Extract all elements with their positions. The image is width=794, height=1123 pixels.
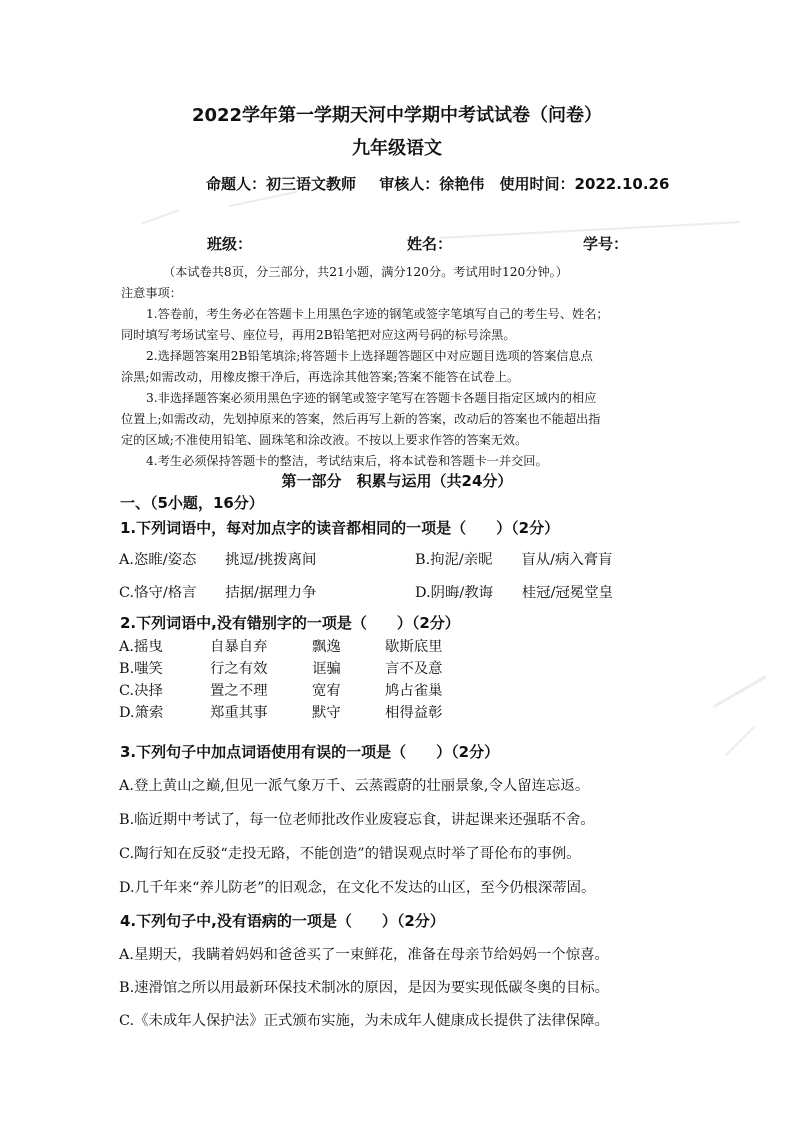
option-cell: B.嗤笑 xyxy=(119,661,163,677)
option-cell: 鸠占雀巢 xyxy=(385,683,443,699)
notice-line: 涂黑;如需改动，用橡皮擦干净后，再选涂其他答案;答案不能答在试卷上。 xyxy=(121,370,520,384)
question-2-stem: 2.下列词语中,没有错别字的一项是（ ）（2分） xyxy=(120,614,460,632)
question-1-option-b: B.拘泥/亲昵 盲从/病入膏肓 xyxy=(415,552,613,568)
option-cell: 飘逸 xyxy=(312,639,341,655)
option-cell: C.决择 xyxy=(119,683,163,699)
option-cell: 诓骗 xyxy=(312,661,341,677)
question-1-option-c: C.恪守/格言 拮据/据理力争 xyxy=(119,585,317,601)
option-cell: 宽宥 xyxy=(312,683,341,699)
reviewer-label: 审核人：徐艳伟 xyxy=(379,175,485,193)
question-4-stem: 4.下列句子中,没有语病的一项是（ ）（2分） xyxy=(120,912,445,930)
author-label: 命题人：初三语文教师 xyxy=(206,175,357,193)
notice-line: 2.选择题答案用2B铅笔填涂;将答题卡上选择题答题区中对应题目选项的答案信息点 xyxy=(146,349,593,363)
question-2-option-row xyxy=(119,658,505,680)
question-2-option-row xyxy=(119,680,505,702)
question-4-option-a: A.星期天，我瞒着妈妈和爸爸买了一束鲜花，准备在母亲节给妈妈一个惊喜。 xyxy=(119,947,609,963)
question-2-option-row xyxy=(119,702,505,724)
notice-line: 同时填写考场试室号、座位号，再用2B铅笔把对应这两号码的标号涂黑。 xyxy=(121,328,516,342)
option-cell: D.箫索 xyxy=(119,705,164,721)
notice-summary: （本试卷共8页，分三部分，共21小题，满分120分。考试用时120分钟。） xyxy=(163,265,568,279)
question-1-option-d: D.阴晦/教诲 桂冠/冠冕堂皇 xyxy=(415,585,613,601)
question-4-option-c: C.《未成年人保护法》正式颁布实施，为未成年人健康成长提供了法律保障。 xyxy=(119,1013,609,1029)
question-3-option-d: D.几千年来“养儿防老”的旧观念，在文化不发达的山区，至今仍根深蒂固。 xyxy=(119,880,596,896)
question-3-stem: 3.下列句子中加点词语使用有误的一项是（ ）（2分） xyxy=(120,743,500,761)
notice-line: 定的区域;不准使用铅笔、圆珠笔和涂改液。不按以上要求作答的答案无效。 xyxy=(121,433,528,447)
option-cell: 自暴自弃 xyxy=(210,639,268,655)
name-field-label: 姓名： xyxy=(407,235,453,253)
option-cell: 行之有效 xyxy=(210,661,268,677)
scan-smudge xyxy=(725,726,755,756)
question-1-option-a: A.恣睢/姿态 挑逗/挑拨离间 xyxy=(119,552,317,568)
scan-smudge xyxy=(713,675,766,708)
class-field-label: 班级： xyxy=(207,235,253,253)
question-1-stem: 1.下列词语中，每对加点字的读音都相同的一项是（ ）（2分） xyxy=(120,519,560,537)
notice-line: 1.答卷前，考生务必在答题卡上用黑色字迹的钢笔或签字笔填写自己的考生号、姓名； xyxy=(146,307,609,321)
exam-meta xyxy=(206,173,669,194)
option-cell: 郑重其事 xyxy=(210,705,268,721)
question-2-option-row xyxy=(119,636,505,658)
question-3-option-a: A.登上黄山之巅,但见一派气象万千、云蒸霞蔚的壮丽景象,令人留连忘返。 xyxy=(119,778,590,794)
notice-line: 4.考生必须保持答题卡的整洁，考试结束后，将本试卷和答题卡一并交回。 xyxy=(146,454,548,468)
option-cell: 歇斯底里 xyxy=(385,639,443,655)
question-3-option-c: C.陶行知在反驳“走投无路，不能创造”的错误观点时举了哥伦布的事例。 xyxy=(119,846,581,862)
option-cell: 默守 xyxy=(312,705,341,721)
question-3-option-b: B.临近期中考试了，每一位老师批改作业废寝忘食，讲起课来还强聒不舍。 xyxy=(119,812,595,828)
date-label: 使用时间：2022.10.26 xyxy=(499,175,670,193)
section-heading: 一、（5小题，16分） xyxy=(120,494,264,512)
option-cell: A.摇曳 xyxy=(119,639,163,655)
exam-subtitle: 九年级语文 xyxy=(352,138,442,159)
scan-smudge xyxy=(141,209,179,225)
notice-line: 3.非选择题答案必须用黑色字迹的钢笔或签字笔写在答题卡各题目指定区域内的相应 xyxy=(146,391,597,405)
exam-title: 2022学年第一学期天河中学期中考试试卷（问卷） xyxy=(191,105,603,126)
question-2-options xyxy=(119,636,505,724)
option-cell: 相得益彰 xyxy=(385,705,443,721)
student-number-field-label: 学号： xyxy=(583,235,629,253)
part1-title: 第一部分 积累与运用（共24分） xyxy=(281,472,513,490)
option-cell: 言不及意 xyxy=(385,661,443,677)
question-4-option-b: B.速滑馆之所以用最新环保技术制冰的原因，是因为要实现低碳冬奥的目标。 xyxy=(119,980,610,996)
notice-heading: 注意事项： xyxy=(121,286,182,300)
option-cell: 置之不理 xyxy=(210,683,268,699)
notice-line: 位置上;如需改动，先划掉原来的答案，然后再写上新的答案，改动后的答案也不能超出指 xyxy=(121,412,601,426)
